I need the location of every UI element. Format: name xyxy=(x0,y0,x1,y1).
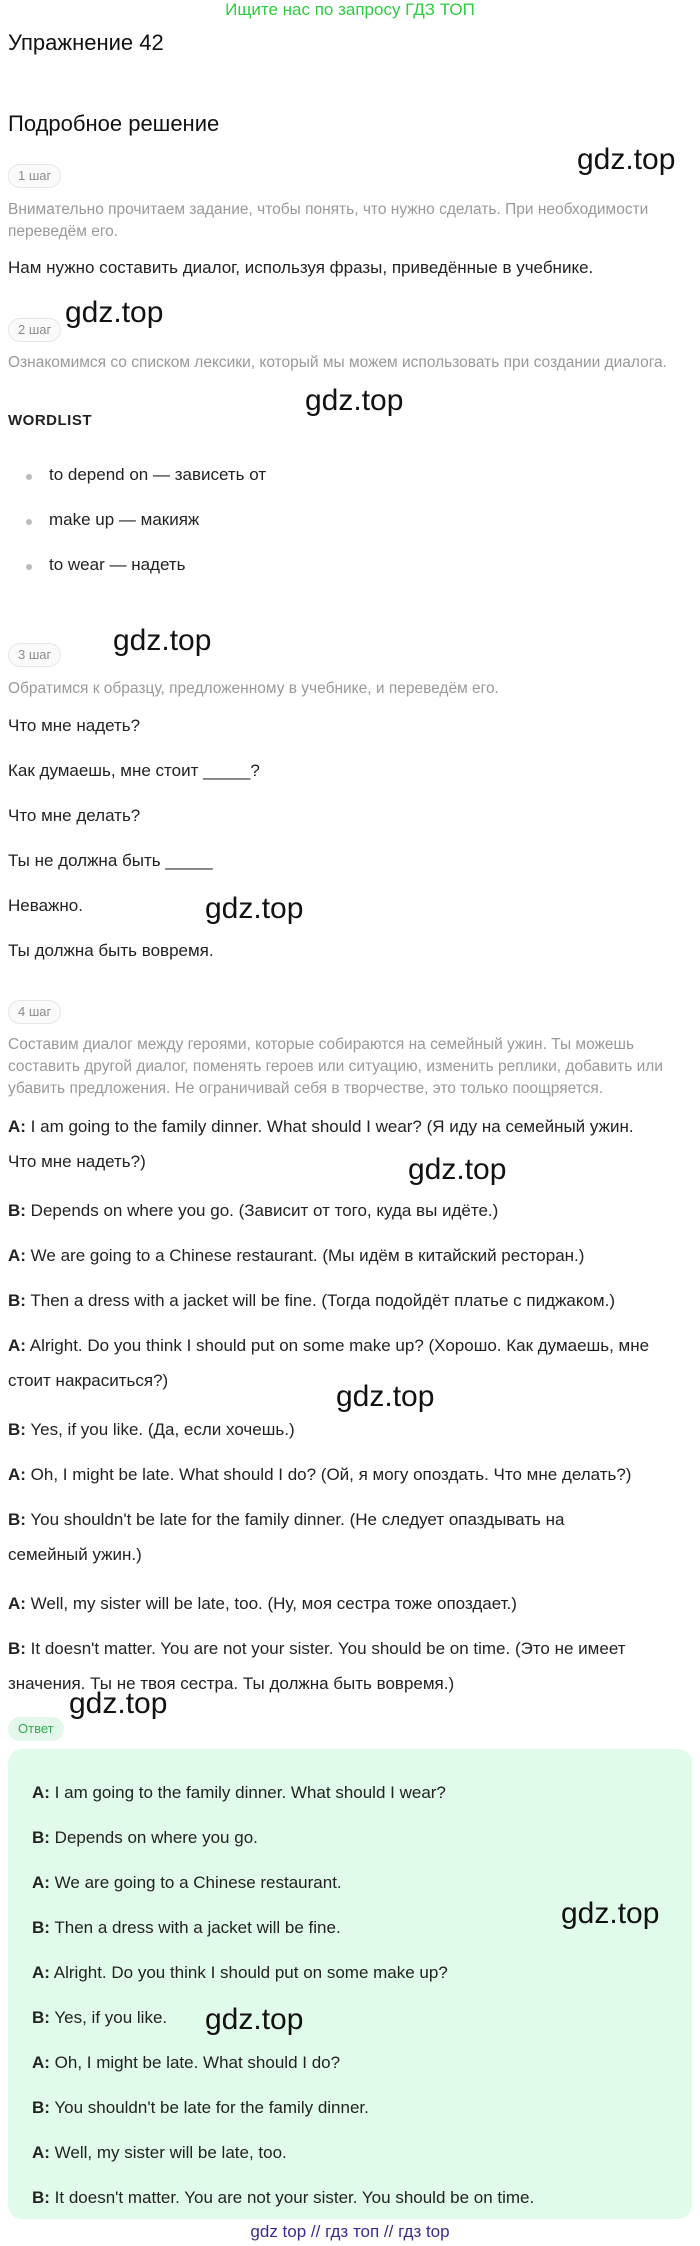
answer-line xyxy=(32,1871,672,1895)
dialogue-text: Alright. Do you think I should put on some make up? (Хорошо. Как думаешь, мне xyxy=(25,1336,650,1355)
watermark: gdz.top xyxy=(69,1687,168,1720)
answer-text: Oh, I might be late. What should I do? xyxy=(49,2053,341,2072)
dialogue-line xyxy=(8,1631,692,1666)
answer-text: Alright. Do you think I should put on some make up? xyxy=(49,1963,448,1982)
dialogue-line-continuation: семейный ужин.) xyxy=(8,1545,142,1564)
step-badge: 2 шаг xyxy=(8,318,61,342)
dialogue-text: You shouldn't be late for the family dinner. (Не следует опаздывать на xyxy=(25,1510,565,1529)
dialogue-text: Well, my sister will be late, too. (Ну, моя сестра тоже опоздает.) xyxy=(25,1594,517,1613)
speaker-label: B: xyxy=(32,1828,50,1847)
word-item: to depend on — зависеть от xyxy=(49,465,267,484)
footer-links[interactable]: gdz top // гдз топ // гдз top xyxy=(250,2222,450,2241)
speaker-label: A: xyxy=(32,2143,50,2162)
watermark: gdz.top xyxy=(336,1380,435,1413)
page-title: Упражнение 42 xyxy=(8,30,164,55)
speaker-label: B: xyxy=(8,1420,26,1439)
wordlist-label: WORDLIST xyxy=(8,412,92,429)
sample-line: Ты не должна быть _____ xyxy=(8,851,213,870)
dialogue-text: Then a dress with a jacket will be fine. (Тогда подойдёт платье с пиджаком.) xyxy=(25,1291,615,1310)
bullet-dot xyxy=(26,474,32,480)
dialogue-line xyxy=(8,1328,692,1363)
watermark: gdz.top xyxy=(65,296,164,329)
step-description: Внимательно прочитаем задание, чтобы понять, что нужно сделать. При необходимости переведём его. xyxy=(8,201,649,240)
sample-line: Неважно. xyxy=(8,896,83,915)
dialogue-line xyxy=(8,1193,692,1228)
speaker-label: B: xyxy=(8,1291,26,1310)
section-title: Подробное решение xyxy=(8,111,220,136)
step-description: Составим диалог между героями, которые собираются на семейный ужин. Ты можешь составить другой диалог, поменять героев или ситуацию, изменить реплики, добавить или убавить предложения. Не ограничивай себя в творчестве, это только поощряется. xyxy=(8,1036,663,1097)
dialogue-line-continuation: стоит накраситься?) xyxy=(8,1371,169,1390)
answer-badge: Ответ xyxy=(8,1717,64,1741)
step-text: Нам нужно составить диалог, используя фразы, приведённые в учебнике. xyxy=(8,258,594,277)
watermark: gdz.top xyxy=(113,624,212,657)
watermark: gdz.top xyxy=(408,1153,507,1186)
answer-text: Then a dress with a jacket will be fine. xyxy=(49,1918,341,1937)
speaker-label: B: xyxy=(32,2188,50,2207)
speaker-label: B: xyxy=(32,1918,50,1937)
sample-line: Как думаешь, мне стоит _____? xyxy=(8,761,260,780)
dialogue-line xyxy=(8,1283,692,1318)
answer-text: Well, my sister will be late, too. xyxy=(49,2143,287,2162)
word-item: make up — макияж xyxy=(49,510,200,529)
dialogue-text: Yes, if you like. (Да, если хочешь.) xyxy=(25,1420,295,1439)
watermark: gdz.top xyxy=(561,1897,660,1930)
dialogue-text: Oh, I might be late. What should I do? (Ой, я могу опоздать. Что мне делать?) xyxy=(25,1465,632,1484)
watermark: gdz.top xyxy=(205,2003,304,2036)
speaker-label: B: xyxy=(8,1510,26,1529)
speaker-label: A: xyxy=(8,1246,26,1265)
speaker-label: A: xyxy=(8,1336,26,1355)
dialogue-line xyxy=(8,1457,692,1492)
speaker-label: B: xyxy=(8,1639,26,1658)
answer-text: You shouldn't be late for the family dinner. xyxy=(49,2098,369,2117)
dialogue-line xyxy=(8,1412,692,1447)
sample-line: Ты должна быть вовремя. xyxy=(8,941,214,960)
answer-text: We are going to a Chinese restaurant. xyxy=(49,1873,342,1892)
answer-line xyxy=(32,1961,672,1985)
dialogue-line-continuation: значения. Ты не твоя сестра. Ты должна быть вовремя.) xyxy=(8,1674,455,1693)
answer-text: Yes, if you like. xyxy=(49,2008,168,2027)
dialogue-line xyxy=(8,1109,692,1144)
answer-line xyxy=(32,2051,672,2075)
watermark: gdz.top xyxy=(305,384,404,417)
answer-line xyxy=(32,2006,672,2030)
answer-text: I am going to the family dinner. What should I wear? xyxy=(49,1783,446,1802)
speaker-label: B: xyxy=(8,1201,26,1220)
speaker-label: B: xyxy=(32,2098,50,2117)
sample-line: Что мне надеть? xyxy=(8,716,141,735)
speaker-label: B: xyxy=(32,2008,50,2027)
watermark: gdz.top xyxy=(205,892,304,925)
dialogue-line xyxy=(8,1238,692,1273)
speaker-label: A: xyxy=(8,1117,26,1136)
speaker-label: A: xyxy=(32,1783,50,1802)
bullet-dot xyxy=(26,519,32,525)
dialogue-text: We are going to a Chinese restaurant. (Мы идём в китайский ресторан.) xyxy=(25,1246,585,1265)
bullet-dot xyxy=(26,564,32,570)
speaker-label: A: xyxy=(32,1963,50,1982)
dialogue-line xyxy=(8,1502,692,1537)
answer-line xyxy=(32,1826,672,1850)
word-item: to wear — надеть xyxy=(49,555,186,574)
dialogue-line xyxy=(8,1586,692,1621)
watermark: gdz.top xyxy=(577,143,676,176)
step-description: Обратимся к образцу, предложенному в учебнике, и переведём его. xyxy=(8,680,499,697)
sample-line: Что мне делать? xyxy=(8,806,141,825)
answer-line xyxy=(32,1781,672,1805)
answer-line xyxy=(32,2141,672,2165)
dialogue-line-continuation: Что мне надеть?) xyxy=(8,1152,146,1171)
speaker-label: A: xyxy=(8,1594,26,1613)
dialogue-text: I am going to the family dinner. What should I wear? (Я иду на семейный ужин. xyxy=(25,1117,634,1136)
answer-text: It doesn't matter. You are not your sister. You should be on time. xyxy=(49,2188,535,2207)
step-badge: 3 шаг xyxy=(8,643,61,667)
step-description: Ознакомимся со списком лексики, который мы можем использовать при создании диалога. xyxy=(8,354,667,371)
answer-text: Depends on where you go. xyxy=(49,1828,258,1847)
speaker-label: A: xyxy=(32,2053,50,2072)
dialogue-text: Depends on where you go. (Зависит от того, куда вы идёте.) xyxy=(25,1201,499,1220)
answer-line xyxy=(32,2096,672,2120)
step-badge: 1 шаг xyxy=(8,164,61,188)
dialogue-text: It doesn't matter. You are not your sister. You should be on time. (Это не имеет xyxy=(25,1639,626,1658)
speaker-label: A: xyxy=(32,1873,50,1892)
step-badge: 4 шаг xyxy=(8,1000,61,1024)
speaker-label: A: xyxy=(8,1465,26,1484)
answer-line xyxy=(32,2186,672,2210)
search-banner: Ищите нас по запросу ГДЗ ТОП xyxy=(225,0,475,19)
